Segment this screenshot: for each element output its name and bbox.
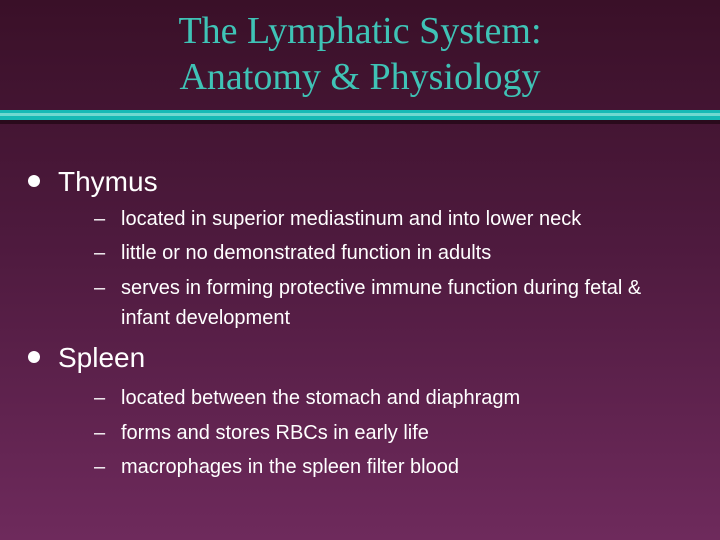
dash-icon: –: [94, 277, 106, 299]
bullet-dot-icon: [28, 175, 40, 187]
sub-bullet-text: serves in forming protective immune function during fetal & infant development: [121, 277, 642, 329]
sub-bullet-text: located between the stomach and diaphragm: [121, 387, 521, 409]
sub-bullet-text: macrophages in the spleen filter blood: [121, 456, 459, 478]
slide-title: [0, 8, 720, 100]
dash-icon: –: [94, 456, 106, 478]
sub-bullet-text: forms and stores RBCs in early life: [121, 422, 429, 444]
dash-icon: –: [94, 242, 106, 264]
dash-icon: –: [94, 422, 106, 444]
slide-title-line-1: The Lymphatic System:: [178, 10, 542, 52]
sub-bullet-text: little or no demonstrated function in adults: [121, 242, 492, 264]
bullet-dot-icon: [28, 351, 40, 363]
title-divider: [0, 110, 720, 124]
slide-title-line-2: Anatomy & Physiology: [179, 56, 541, 98]
bullet-heading: Thymus: [58, 166, 158, 197]
sub-bullet-text: located in superior mediastinum and into lower neck: [121, 208, 582, 230]
dash-icon: –: [94, 208, 106, 230]
dash-icon: –: [94, 387, 106, 409]
bullet-heading: Spleen: [58, 342, 146, 373]
